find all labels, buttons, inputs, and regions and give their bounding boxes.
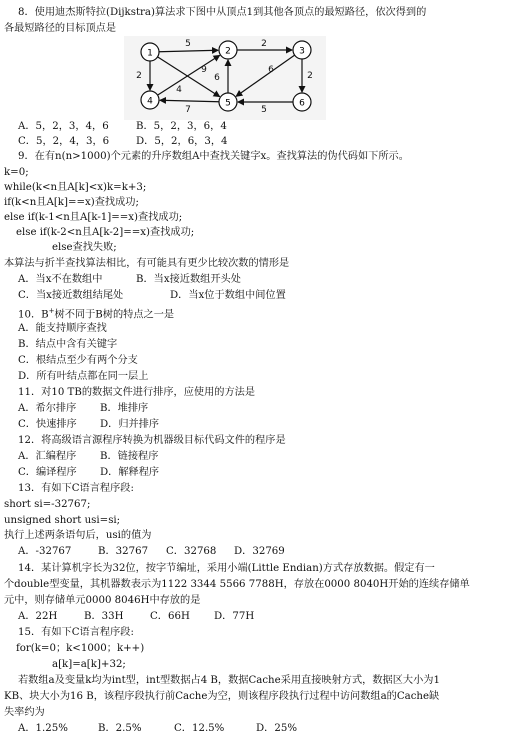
q9-option-b[interactable]: B．当x接近数组开头处: [136, 274, 241, 285]
q10-stem-superscript: +: [48, 307, 55, 315]
q8-stem-line-2: 各最短路径的目标顶点是: [4, 23, 117, 34]
graph-node-label: 1: [147, 48, 153, 59]
q10-option-d[interactable]: D．所有叶结点都在同一层上: [18, 371, 149, 382]
q9-code-line: k=0;: [4, 167, 29, 178]
graph-edge-weight: 5: [261, 105, 267, 115]
graph-node-label: 5: [225, 98, 231, 109]
q13-question: 执行上述两条语句后，usi的值为: [4, 530, 152, 541]
q9-stem: 9．在有n(n>1000)个元素的升序数组A中查找关键字x。查找算法的伪代码如下所示。: [18, 151, 409, 162]
q9-code-line: while(k<n且A[k]<x)k=k+3;: [4, 182, 147, 193]
q14-option-d[interactable]: D．77H: [214, 611, 255, 622]
q10-option-a[interactable]: A．能支持顺序查找: [18, 323, 107, 334]
q9-option-d[interactable]: D．当x位于数组中间位置: [170, 290, 286, 301]
graph-edge-weight: 7: [185, 105, 191, 115]
q11-option-d[interactable]: D．归并排序: [100, 419, 160, 430]
q10-option-c[interactable]: C．根结点至少有两个分支: [18, 355, 138, 366]
q9-code-line: else查找失败;: [52, 242, 117, 253]
graph-edge-weight: 2: [307, 71, 313, 81]
graph-node-label: 3: [299, 46, 305, 57]
q9-option-c[interactable]: C．当x接近数组结尾处: [18, 290, 124, 301]
graph-edge-weight: 4: [176, 85, 182, 95]
q9-option-a[interactable]: A．当x不在数组中: [18, 274, 103, 285]
q14-stem-line-3: 元中，则存储单元0000 8046H中存放的是: [4, 595, 201, 606]
q14-option-b[interactable]: B．33H: [84, 611, 124, 622]
q15-stem-line-2: KB、块大小为16 B，该程序段执行前Cache为空，则该程序段执行过程中访问数组a的Cache缺: [4, 691, 440, 702]
q13-option-d[interactable]: D．32769: [234, 546, 285, 557]
q15-option-c[interactable]: C．12.5%: [174, 723, 225, 734]
graph-edge-weight: 9: [201, 65, 207, 75]
graph-node: [293, 41, 311, 59]
q10-stem-prefix: 10．B: [18, 309, 49, 321]
q14-option-a[interactable]: A．22H: [18, 611, 58, 622]
q11-option-c[interactable]: C．快速排序: [18, 419, 77, 430]
q12-option-b[interactable]: B．链接程序: [100, 451, 159, 462]
q15-stem-line-1: 若数组a及变量k均为int型，int型数据占4 B，数据Cache采用直接映射方式，数据区大小为1: [18, 675, 440, 686]
graph-edge-weight: 2: [136, 71, 142, 81]
q9-code-line: if(k<n且A[k]==x)查找成功;: [4, 197, 139, 208]
q13-code-line: unsigned short usi=si;: [4, 515, 121, 526]
q13-code-line: short si=-32767;: [4, 499, 91, 510]
q13-option-b[interactable]: B．32767: [98, 546, 149, 557]
graph-node: [141, 43, 159, 61]
q13-option-a[interactable]: A．-32767: [18, 546, 72, 557]
q15-option-d[interactable]: D．25%: [256, 723, 297, 734]
graph-edge-weight: 6: [214, 73, 220, 83]
graph-edge-weight: 5: [185, 39, 191, 49]
q11-option-a[interactable]: A．希尔排序: [18, 403, 77, 414]
q10-stem-suffix: 树不同于B树的特点之一是: [54, 309, 175, 321]
graph-node-label: 4: [147, 96, 153, 107]
q15-code-line: a[k]=a[k]+32;: [52, 659, 126, 670]
graph-node: [141, 91, 159, 109]
graph-node: [219, 41, 237, 59]
q8-option-b[interactable]: B．5，2，3，6，4: [136, 121, 227, 132]
q8-stem-line-1: 8．使用迪杰斯特拉(Dijkstra)算法求下图中从顶点1到其他各顶点的最短路径，依次得到的: [18, 7, 427, 18]
q11-stem: 11．对10 TB的数据文件进行排序，应使用的方法是: [18, 387, 256, 398]
graph-node: [219, 93, 237, 111]
q13-option-c[interactable]: C．32768: [166, 546, 217, 557]
q15-stem: 15．有如下C语言程序段:: [18, 627, 134, 638]
q8-option-c[interactable]: C．5，2，4，3，6: [18, 136, 110, 147]
q15-stem-line-3: 失率约为: [4, 707, 45, 718]
q8-option-d[interactable]: D．5，2，6，3，4: [136, 136, 228, 147]
q12-option-a[interactable]: A．汇编程序: [18, 451, 77, 462]
q12-option-d[interactable]: D．解释程序: [100, 467, 160, 478]
q15-option-b[interactable]: B．2.5%: [98, 723, 142, 734]
q12-stem: 12．将高级语言源程序转换为机器级目标代码文件的程序是: [18, 435, 286, 446]
q15-code-line: for(k=0；k<1000；k++): [16, 643, 145, 654]
q10-option-b[interactable]: B．结点中含有关键字: [18, 339, 118, 350]
q14-option-c[interactable]: C．66H: [150, 611, 190, 622]
graph-node-label: 2: [225, 46, 231, 57]
graph-node: [293, 93, 311, 111]
q12-option-c[interactable]: C．编译程序: [18, 467, 77, 478]
graph-edge-weight: 6: [268, 65, 274, 75]
q14-stem-line-1: 14．某计算机字长为32位，按字节编址，采用小端(Little Endian)方式存放数据。假定有一: [18, 563, 435, 574]
graph-edge-weight: 2: [261, 39, 267, 49]
q9-question: 本算法与折半查找算法相比，有可能具有更少比较次数的情形是: [4, 258, 290, 269]
q9-code-line: else if(k-2<n且A[k-2]==x)查找成功;: [16, 227, 195, 238]
graph-node-label: 6: [299, 98, 305, 109]
q13-stem: 13．有如下C语言程序段:: [18, 483, 134, 494]
q15-option-a[interactable]: A．1.25%: [18, 723, 68, 734]
q11-option-b[interactable]: B．堆排序: [100, 403, 149, 414]
q9-code-line: else if(k-1<n且A[k-1]==x)查找成功;: [4, 212, 183, 223]
q8-option-a[interactable]: A．5，2，3，4，6: [18, 121, 109, 132]
q14-stem-line-2: 个double型变量，其机器数表示为1122 3344 5566 7788H，存放在0000 8040H开始的连续存储单: [4, 579, 470, 590]
q10-stem: [18, 305, 174, 321]
dijkstra-graph: [124, 36, 326, 120]
